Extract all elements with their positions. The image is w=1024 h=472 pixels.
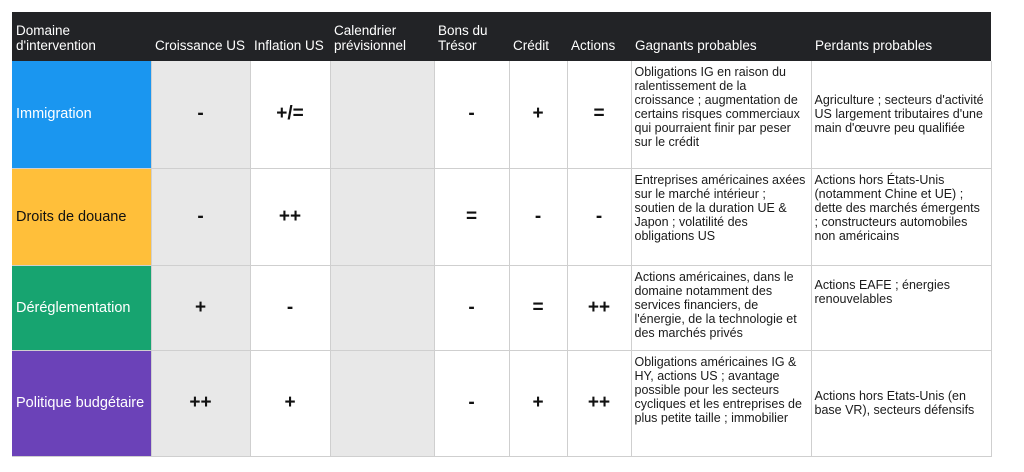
table-row bbox=[12, 168, 991, 265]
timing-cell bbox=[330, 265, 434, 350]
row-domain-label: Déréglementation bbox=[12, 265, 151, 350]
winners-cell: Actions américaines, dans le domaine notamment des services financiers, de l'énergie, de la technologie et des marchés privés bbox=[631, 265, 811, 350]
inflation-cell: +/= bbox=[250, 61, 330, 168]
growth-cell: - bbox=[151, 61, 250, 168]
equities-cell: - bbox=[567, 168, 631, 265]
header-timing: Calendrier prévisionnel bbox=[330, 12, 434, 61]
timing-cell bbox=[330, 168, 434, 265]
losers-cell: Actions EAFE ; énergies renouvelables bbox=[811, 265, 991, 350]
treasury-cell: = bbox=[434, 168, 509, 265]
timing-cell bbox=[330, 61, 434, 168]
table-row bbox=[12, 61, 991, 168]
policy-impact-table-container bbox=[12, 12, 991, 457]
header-treasury: Bons du Trésor bbox=[434, 12, 509, 61]
growth-cell: ++ bbox=[151, 350, 250, 456]
policy-impact-table bbox=[12, 12, 992, 457]
timing-cell bbox=[330, 350, 434, 456]
credit-cell: - bbox=[509, 168, 567, 265]
inflation-cell: + bbox=[250, 350, 330, 456]
header-row bbox=[12, 12, 991, 61]
losers-cell: Agriculture ; secteurs d'activité US largement tributaires d'une main d'œuvre peu qualifiée bbox=[811, 61, 991, 168]
row-domain-label: Droits de douane bbox=[12, 168, 151, 265]
equities-cell: = bbox=[567, 61, 631, 168]
row-domain-label: Immigration bbox=[12, 61, 151, 168]
losers-cell: Actions hors Etats-Unis (en base VR), secteurs défensifs bbox=[811, 350, 991, 456]
inflation-cell: ++ bbox=[250, 168, 330, 265]
winners-cell: Obligations IG en raison du ralentissement de la croissance ; augmentation de certains risques commerciaux qui pourraient finir par peser sur le crédit bbox=[631, 61, 811, 168]
growth-cell: + bbox=[151, 265, 250, 350]
treasury-cell: - bbox=[434, 61, 509, 168]
treasury-cell: - bbox=[434, 350, 509, 456]
inflation-cell: - bbox=[250, 265, 330, 350]
header-winners: Gagnants probables bbox=[631, 12, 811, 61]
row-domain-label: Politique budgétaire bbox=[12, 350, 151, 456]
credit-cell: + bbox=[509, 61, 567, 168]
equities-cell: ++ bbox=[567, 350, 631, 456]
equities-cell: ++ bbox=[567, 265, 631, 350]
treasury-cell: - bbox=[434, 265, 509, 350]
table-row bbox=[12, 265, 991, 350]
credit-cell: = bbox=[509, 265, 567, 350]
winners-cell: Entreprises américaines axées sur le marché intérieur ; soutien de la duration UE & Japon ; volatilité des obligations US bbox=[631, 168, 811, 265]
table-row bbox=[12, 350, 991, 456]
header-credit: Crédit bbox=[509, 12, 567, 61]
header-inflation: Inflation US bbox=[250, 12, 330, 61]
header-growth: Croissance US bbox=[151, 12, 250, 61]
winners-cell: Obligations américaines IG & HY, actions US ; avantage possible pour les secteurs cycliques et les entreprises de plus petite taille ; immobilier bbox=[631, 350, 811, 456]
credit-cell: + bbox=[509, 350, 567, 456]
growth-cell: - bbox=[151, 168, 250, 265]
header-domain: Domaine d'intervention bbox=[12, 12, 151, 61]
header-losers: Perdants probables bbox=[811, 12, 991, 61]
losers-cell: Actions hors États-Unis (notamment Chine et UE) ; dette des marchés émergents ; constructeurs automobiles non américains bbox=[811, 168, 991, 265]
header-equities: Actions bbox=[567, 12, 631, 61]
